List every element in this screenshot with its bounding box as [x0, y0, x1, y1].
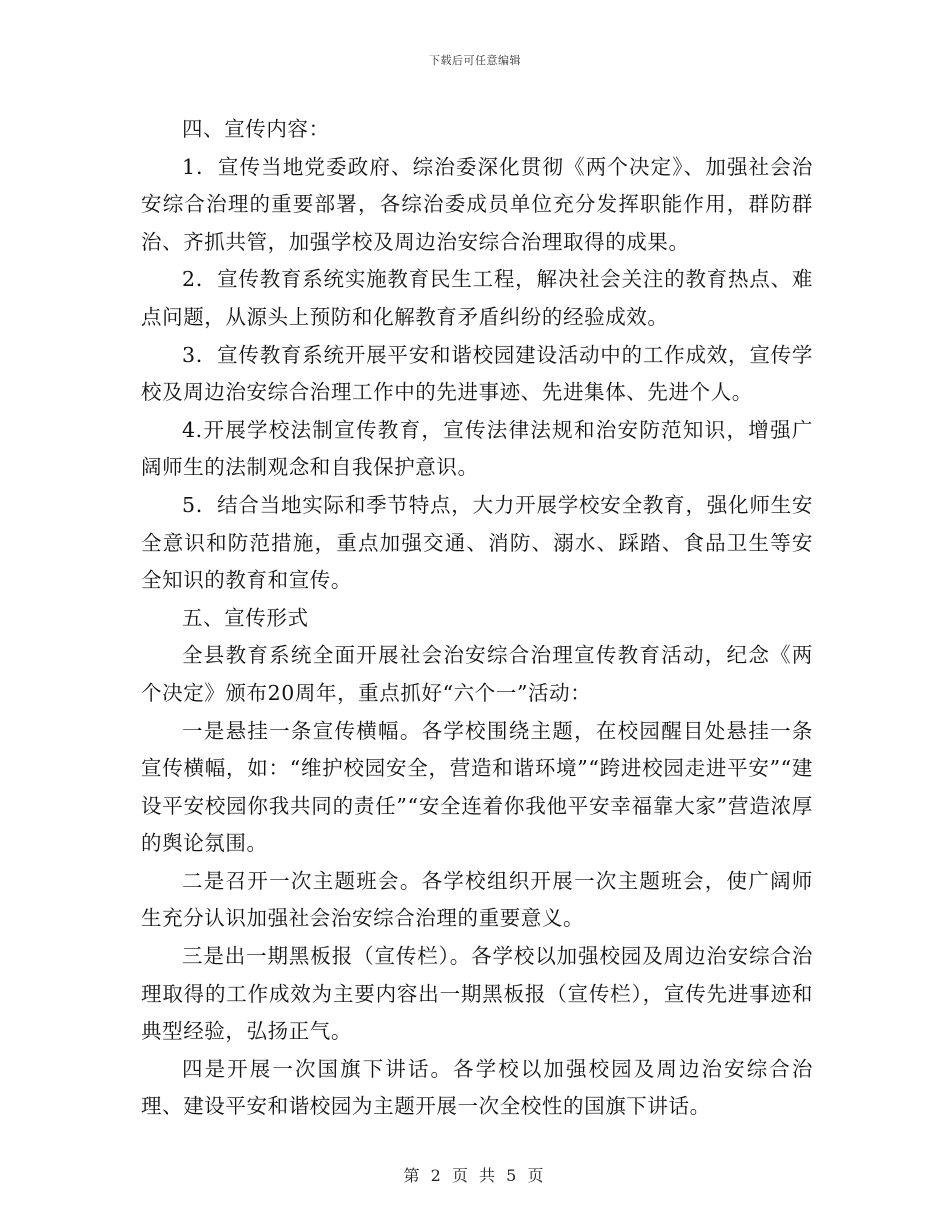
paragraph: 三是出一期黑板报（宣传栏）。各学校以加强校园及周边治安综合治理取得的工作成效为主要内容出一期黑板报（宣传栏），宣传先进事迹和典型经验，弘扬正气。 [141, 944, 813, 1044]
paragraph: 二是召开一次主题班会。各学校组织开展一次主题班会，使广阔师生充分认识加强社会治安综合治理的重要意义。 [141, 868, 813, 931]
section-heading: 五、宣传形式 [182, 605, 309, 630]
section-heading: 四、宣传内容： [182, 117, 330, 141]
paragraph: 1．宣传当地党委政府、综治委深化贯彻《两个决定》、加强社会治安综合治理的重要部署，各综治委成员单位充分发挥职能作用，群防群治、齐抓共管，加强学校及周边治安综合治理取得的成果。 [141, 154, 813, 254]
paragraph: 5．结合当地实际和季节特点，大力开展学校安全教育，强化师生安全意识和防范措施，重点加强交通、消防、溺水、踩踏、食品卫生等安全知识的教育和宣传。 [141, 492, 813, 593]
paragraph: 2．宣传教育系统实施教育民生工程，解决社会关注的教育热点、难点问题，从源头上预防和化解教育矛盾纠纷的经验成效。 [141, 267, 813, 329]
footer-label-unit-end: 页 [527, 1166, 547, 1185]
page-number-footer [0, 1163, 950, 1186]
footer-label-unit: 页 [451, 1166, 471, 1185]
paragraph: 一是悬挂一条宣传横幅。各学校围绕主题，在校园醒目处悬挂一条宣传横幅，如：“维护校园安全，营造和谐环境”“跨进校园走进平安”“建设平安校园你我共同的责任”“安全连着你我他平安幸福靠大家”营造浓厚的舆论氛围。 [141, 718, 813, 856]
current-page-number: 2 [430, 1166, 444, 1185]
paragraph: 4.开展学校法制宣传教育，宣传法律法规和治安防范知识，增强广阔师生的法制观念和自我保护意识。 [141, 417, 813, 480]
footer-label-total: 共 [479, 1166, 499, 1185]
footer-label-page: 第 [403, 1166, 423, 1185]
paragraph: 四是开展一次国旗下讲话。各学校以加强校园及周边治安综合治理、建设平安和谐校园为主题开展一次全校性的国旗下讲话。 [141, 1056, 813, 1119]
page-header: 下载后可任意编辑 [429, 54, 521, 67]
document-body [141, 111, 813, 1126]
paragraph: 3．宣传教育系统开展平安和谐校园建设活动中的工作成效，宣传学校及周边治安综合治理工作中的先进事迹、先进集体、先进个人。 [141, 342, 813, 405]
total-pages-number: 5 [506, 1166, 520, 1185]
paragraph: 全县教育系统全面开展社会治安综合治理宣传教育活动，纪念《两个决定》颁布20周年，重点抓好“六个一”活动： [141, 643, 813, 705]
